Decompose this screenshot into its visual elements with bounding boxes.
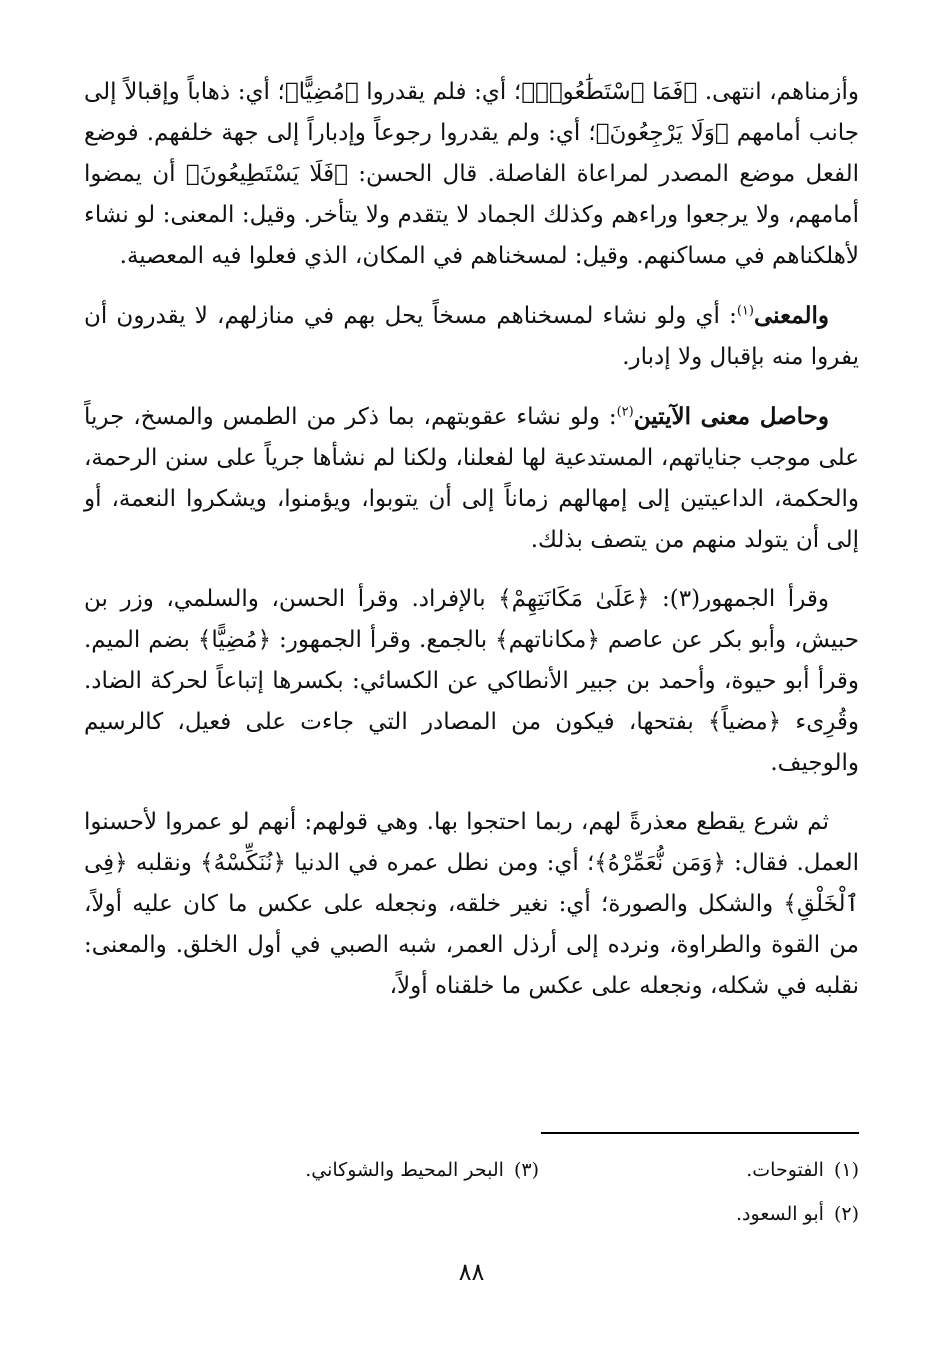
paragraph-3 — [84, 396, 859, 561]
paragraph-text: وقرأ الجمهور(٣): ﴿عَلَىٰ مَكَانَتِهِمْ﴾ بالإفراد. وقرأ الحسن، والسلمي، وزر بن حبيش، وأبو بكر عن عاصم ﴿مكاناتهم﴾ بالجمع. وقرأ الجمهور: ﴿مُضِيًّا﴾ بضم الميم. وقرأ أبو حيوة، وأحمد بن جبير الأنطاكي عن الكسائي: بكسرها إتباعاً لحركة الضاد. وقُرِىء ﴿مضياً﴾ بفتحها، فيكون من المصادر التي جاءت على فعيل، كالرسيم والوجيف. — [84, 586, 859, 776]
paragraph-lead: وحاصل معنى الآيتين — [633, 403, 829, 430]
paragraph-text: وأزمناهم، انتهى. ﴿فَمَا ٱسْتَطَٰعُوا۟﴾؛ أي: فلم يقدروا ﴿مُضِيًّا﴾؛ أي: ذهاباً وإقبالاً إلى جانب أمامهم ﴿وَلَا يَرْجِعُونَ﴾؛ أي: ولم يقدروا رجوعاً وإدباراً إلى جهة خلفهم. فوضع الفعل موضع المصدر لمراعاة الفاصلة. قال الحسن: ﴿فَلَا يَسْتَطِيعُونَ﴾ أن يمضوا أمامهم، ولا يرجعوا وراءهم وكذلك الجماد لا يتقدم ولا يتأخر. وقيل: المعنى: لو نشاء لأهلكناهم في مساكنهم. وقيل: لمسخناهم في المكان، الذي فعلوا فيه المعصية. — [84, 79, 859, 269]
paragraph-text: ثم شرع يقطع معذرةً لهم، ربما احتجوا بها. وهي قولهم: أنهم لو عمروا لأحسنوا العمل. فقال: ﴿وَمَن نُّعَمِّرْهُ﴾؛ أي: ومن نطل عمره في الدنيا ﴿نُنَكِّسْهُ﴾ ونقلبه ﴿فِى ٱلْخَلْقِ﴾ والشكل والصورة؛ أي: نغير خلقه، ونجعله على عكس ما كان عليه أولاً، من القوة والطراوة، ونرده إلى أرذل العمر، شبه الصبي في أول الخلق. والمعنى: نقلبه في شكله، ونجعله على عكس ما خلقناه أولاً، — [84, 809, 859, 999]
footnote-2: (٢)أبو السعود. — [736, 1203, 859, 1225]
footnote-ref: (١) — [736, 303, 754, 319]
paragraph-text: : أي ولو نشاء لمسخناهم مسخاً يحل بهم في منازلهم، لا يقدرون أن يفروا منه بإقبال ولا إدبار. — [84, 303, 859, 370]
page-number: ٨٨ — [458, 1258, 485, 1286]
footnote-ref: (٢) — [616, 404, 634, 420]
footnote-divider — [541, 1132, 859, 1134]
paragraph-lead: والمعنى — [753, 302, 829, 329]
footnote-1: (١)الفتوحات. — [746, 1159, 859, 1181]
paragraph-4 — [84, 579, 859, 784]
footnotes — [84, 1148, 859, 1236]
paragraph-text: : ولو نشاء عقوبتهم، بما ذكر من الطمس والمسخ، جرياً على موجب جناياتهم، المستدعية لها لفعلنا، ولكنا لم نشأها جرياً على سنن الرحمة، والحكمة، الداعيتين إلى إمهالهم زماناً إلى أن يتوبوا، ويؤمنوا، ويشكروا النعمة، أو إلى أن يتولد منهم من يتصف بذلك. — [84, 404, 859, 553]
main-text — [84, 72, 859, 1025]
footnote-3: (٣)البحر المحيط والشوكاني. — [305, 1159, 539, 1181]
paragraph-5 — [84, 802, 859, 1007]
footnote-row — [84, 1192, 859, 1236]
paragraph-2 — [84, 295, 859, 378]
footnote-row — [84, 1148, 859, 1192]
paragraph-1 — [84, 72, 859, 277]
